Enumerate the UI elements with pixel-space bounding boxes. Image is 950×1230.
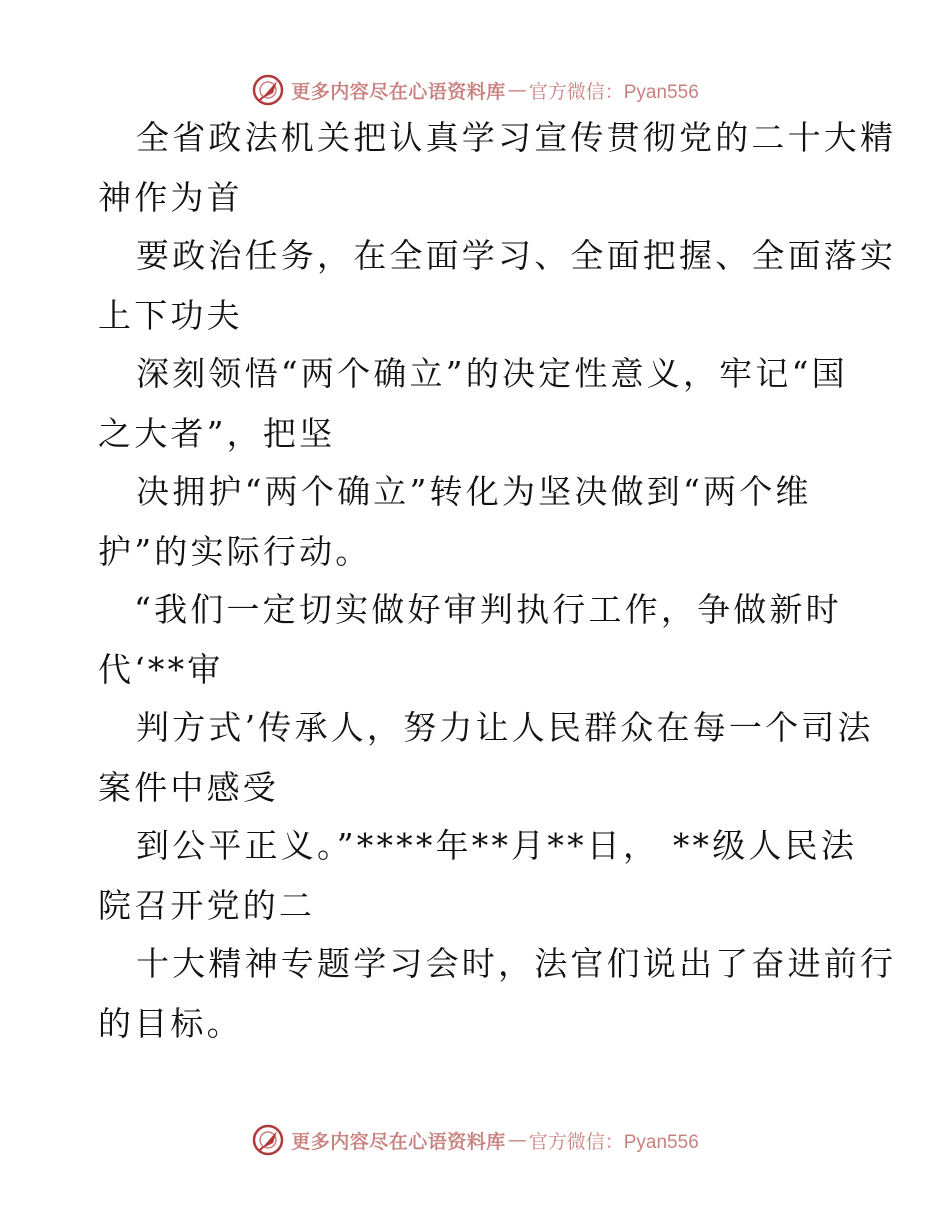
- watermark-contact: 官方微信：Pyan556: [528, 1131, 699, 1153]
- header-watermark: [0, 70, 950, 110]
- watermark-brand: 更多内容尽在心语资料库: [291, 1130, 506, 1153]
- body-line-12: 案件中感受: [98, 768, 279, 807]
- watermark-brand: 更多内容尽在心语资料库: [291, 80, 506, 103]
- body-line-2: 神作为首: [98, 178, 243, 217]
- watermark-dash: —: [507, 1129, 527, 1151]
- body-line-9: “我们一定切实做好审判执行工作，争做新时: [134, 590, 842, 629]
- body-line-1: 全省政法机关把认真学习宣传贯彻党的二十大精: [136, 118, 897, 157]
- body-line-6: 之大者”，把坚: [98, 414, 336, 453]
- body-line-8: 护”的实际行动。: [98, 532, 372, 571]
- watermark-dash: —: [507, 79, 527, 101]
- quill-logo-icon: [251, 1123, 285, 1157]
- body-line-11: 判方式’传承人，努力让人民群众在每一个司法: [136, 708, 874, 747]
- footer-watermark: [0, 1120, 950, 1160]
- body-line-14: 院召开党的二: [98, 886, 316, 925]
- body-line-7: 决拥护“两个确立”转化为坚决做到“两个维: [136, 472, 812, 511]
- body-line-10: 代‘**审: [98, 650, 224, 689]
- quill-logo-icon: [251, 73, 285, 107]
- body-line-15: 十大精神专题学习会时，法官们说出了奋进前行: [136, 944, 897, 983]
- body-line-3: 要政治任务，在全面学习、全面把握、全面落实: [136, 236, 897, 275]
- watermark-contact: 官方微信：Pyan556: [528, 81, 699, 103]
- body-line-4: 上下功夫: [98, 296, 243, 335]
- body-line-13: 到公平正义。”****年**月**日， **级人民法: [136, 826, 858, 865]
- body-line-5: 深刻领悟“两个确立”的决定性意义，牢记“国: [136, 354, 848, 393]
- body-line-16: 的目标。: [98, 1004, 243, 1043]
